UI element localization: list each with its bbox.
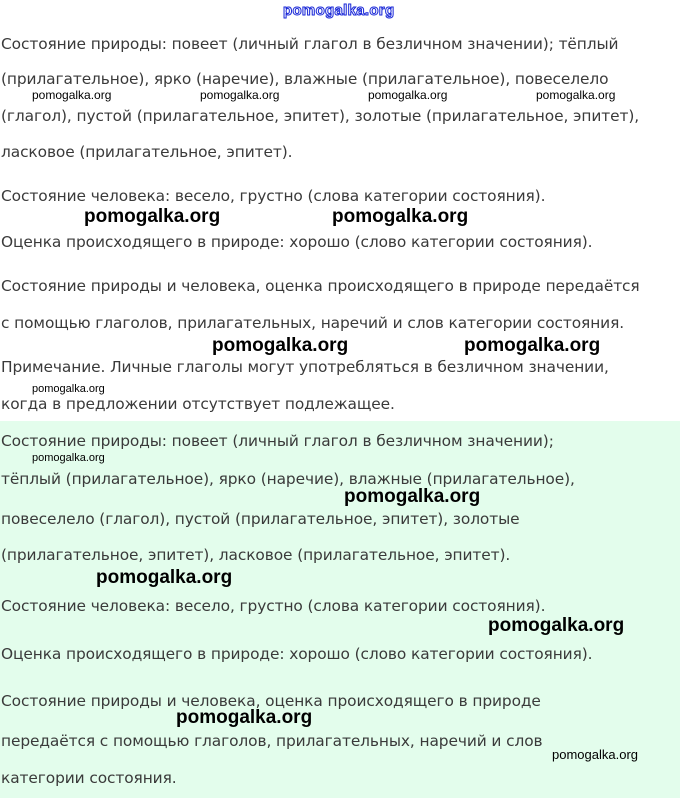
watermark: pomogalka.org <box>332 206 469 227</box>
watermark: pomogalka.org <box>536 88 616 102</box>
text-line: Состояние природы: повеет (личный глагол в безличном значении); тёплый <box>1 35 619 53</box>
watermark: pomogalka.org <box>212 335 349 356</box>
text-line: Состояние природы и человека, оценка происходящего в природе передаётся <box>1 277 640 295</box>
watermark: pomogalka.org <box>552 747 638 762</box>
watermark: pomogalka.org <box>488 615 625 636</box>
watermark: pomogalka.org <box>96 567 233 588</box>
text-line: (прилагательное), ярко (наречие), влажные (прилагательное), повеселело <box>1 70 609 88</box>
watermark: pomogalka.org <box>344 486 481 507</box>
watermark: pomogalka.org <box>84 206 221 227</box>
text-line: Состояние природы: повеет (личный глагол в безличном значении); <box>1 432 554 450</box>
watermark: pomogalka.org <box>32 452 105 464</box>
note-line: когда в предложении отсутствует подлежащее. <box>1 395 395 413</box>
text-line: тёплый (прилагательное), ярко (наречие), влажные (прилагательное), <box>1 470 575 488</box>
watermark: pomogalka.org <box>176 707 313 728</box>
text-line: Состояние природы и человека, оценка происходящего в природе <box>1 692 541 710</box>
text-line: повеселело (глагол), пустой (прилагательное, эпитет), золотые <box>1 510 520 528</box>
text-line: (глагол), пустой (прилагательное, эпитет), золотые (прилагательное, эпитет), <box>1 107 640 125</box>
note-line: Примечание. Личные глаголы могут употребляться в безличном значении, <box>1 358 609 376</box>
watermark: pomogalka.org <box>368 88 448 102</box>
text-line: ласковое (прилагательное, эпитет). <box>1 143 293 161</box>
text-line: категории состояния. <box>1 769 177 787</box>
watermark: pomogalka.org <box>464 335 601 356</box>
watermark: pomogalka.org <box>32 383 105 395</box>
text-line: Состояние человека: весело, грустно (слова категории состояния). <box>1 187 546 205</box>
text-line: передаётся с помощью глаголов, прилагательных, наречий и слов <box>1 732 543 750</box>
header-watermark: pomogalka.org <box>283 2 395 19</box>
text-line: (прилагательное, эпитет), ласковое (прилагательное, эпитет). <box>1 546 511 564</box>
text-line: Оценка происходящего в природе: хорошо (слово категории состояния). <box>1 645 593 663</box>
text-line: с помощью глаголов, прилагательных, наречий и слов категории состояния. <box>1 314 625 332</box>
text-line: Оценка происходящего в природе: хорошо (слово категории состояния). <box>1 233 593 251</box>
text-line: Состояние человека: весело, грустно (слова категории состояния). <box>1 597 546 615</box>
watermark: pomogalka.org <box>200 88 280 102</box>
watermark: pomogalka.org <box>32 88 112 102</box>
